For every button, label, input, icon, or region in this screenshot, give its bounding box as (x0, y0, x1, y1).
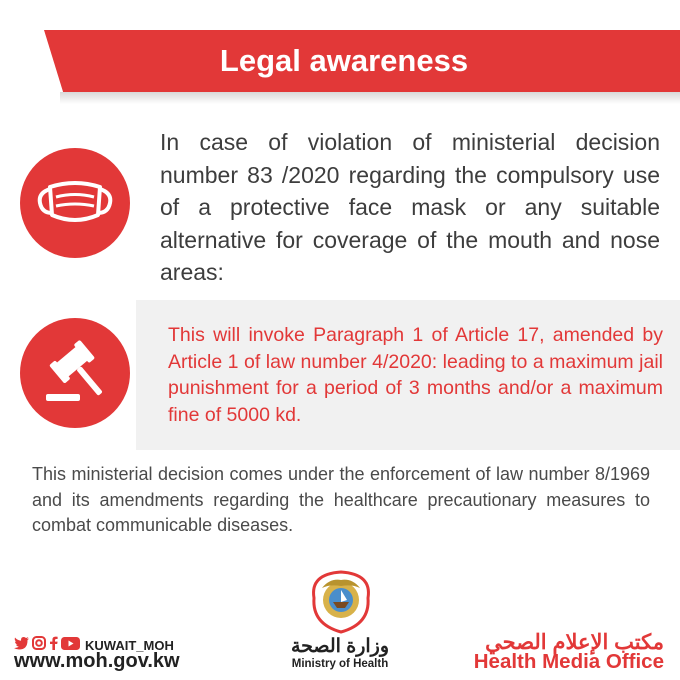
penalty-paragraph: This will invoke Paragraph 1 of Article 17, amended by Article 1 of law number 4/2020: leading to a maximum jail punishment for a period of 3 months and/or a maximum fine of 5000 kd. (168, 324, 663, 426)
social-handle[interactable]: KUWAIT_MOH (85, 638, 174, 653)
violation-paragraph: In case of violation of ministerial decision number 83 /2020 regarding the compulsory use of a protective face mask or any suitable alternative for coverage of the mouth and nose areas: (160, 129, 660, 285)
ministry-name-arabic: وزارة الصحة (290, 636, 390, 657)
ministry-name-english: Ministry of Health (291, 658, 389, 670)
gavel-icon (20, 318, 130, 428)
website-link[interactable]: www.moh.gov.kw (14, 650, 180, 672)
enforcement-note: This ministerial decision comes under the enforcement of law number 8/1969 and its amendments regarding the healthcare precautionary measures to combat communicable diseases. (32, 464, 650, 535)
media-office-english: Health Media Office (473, 650, 664, 673)
media-office-arabic: مكتب الإعلام الصحي (485, 631, 664, 654)
page-title: Legal awareness (219, 43, 469, 78)
face-mask-icon (20, 148, 130, 258)
banner-shadow (60, 92, 680, 104)
ministry-emblem-icon (300, 568, 382, 640)
